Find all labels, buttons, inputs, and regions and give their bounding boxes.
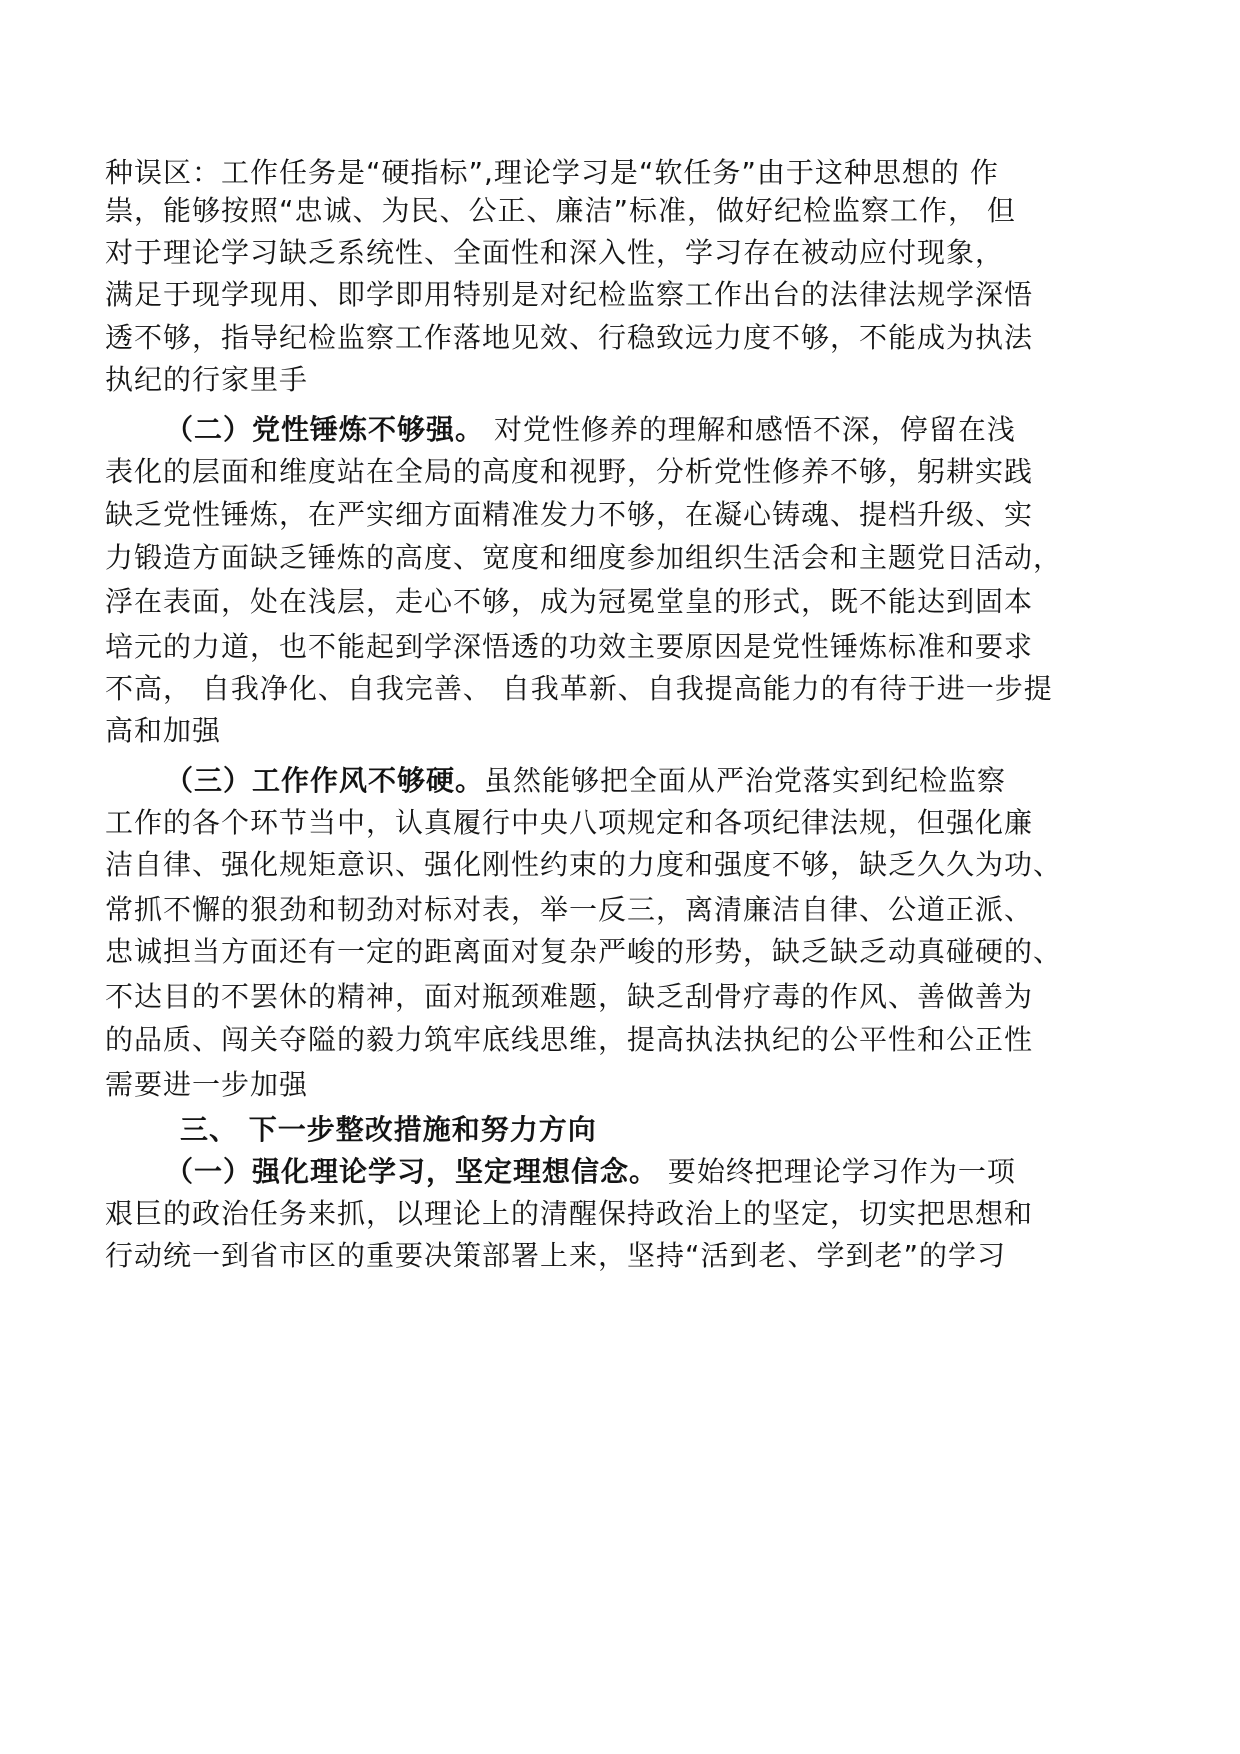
paragraph-line: 常抓不懈的狠劲和韧劲对标对表，举一反三，离清廉洁自律、公道正派、 — [105, 893, 1034, 926]
paragraph-line: 执纪的行家里手 — [105, 363, 309, 396]
subsection-1-heading: （一）强化理论学习，坚定理想信念。 — [165, 1155, 659, 1188]
paragraph-line: 对于理论学习缺乏系统性、全面性和深入性，学习存在被动应付现象， — [105, 236, 1005, 269]
paragraph-line: 种误区：工作任务是“硬指标”,理论学习是“软任务”由于这种思想的 作 — [105, 156, 999, 189]
section-2-first-line — [165, 408, 1016, 452]
paragraph-line: 工作的各个环节当中，认真履行中央八项规定和各项纪律法规，但强化廉 — [105, 806, 1034, 839]
section-3-heading: （三）工作作风不够硬。 — [165, 764, 485, 797]
subsection-1-first-line — [165, 1150, 1016, 1194]
paragraph-line: 满足于现学现用、即学即用特别是对纪检监察工作出台的法律法规学深悟 — [105, 278, 1034, 311]
paragraph-line: 艰巨的政治任务来抓，以理论上的清醒保持政治上的坚定，切实把思想和 — [105, 1197, 1034, 1230]
part-3-title: 三、 下一步整改措施和努力方向 — [180, 1113, 597, 1146]
section-2-text: 对党性修养的理解和感悟不深，停留在浅 — [484, 413, 1016, 446]
paragraph-line: 缺乏党性锤炼，在严实细方面精准发力不够，在凝心铸魂、提档升级、实 — [105, 498, 1034, 531]
paragraph-line: 培元的力道，也不能起到学深悟透的功效主要原因是党性锤炼标准和要求 — [105, 630, 1034, 663]
section-2-heading: （二）党性锤炼不够强。 — [165, 413, 485, 446]
section-3-text: 虽然能够把全面从严治党落实到纪检监察 — [484, 764, 1007, 797]
paragraph-line: 力锻造方面缺乏锤炼的高度、宽度和细度参加组织生活会和主题党日活动， — [105, 541, 1063, 574]
paragraph-line: 不高， 自我净化、自我完善、 自我革新、自我提高能力的有待于进一步提 — [105, 672, 1053, 705]
paragraph-line: 透不够，指导纪检监察工作落地见效、行稳致远力度不够，不能成为执法 — [105, 321, 1034, 354]
paragraph-line: 不达目的不罢休的精神，面对瓶颈难题，缺乏刮骨疗毒的作风、善做善为 — [105, 980, 1034, 1013]
subsection-1-text: 要始终把理论学习作为一项 — [658, 1155, 1016, 1188]
paragraph-line: 祟，能够按照“忠诚、为民、公正、廉洁”标准，做好纪检监察工作， 但 — [105, 194, 1016, 227]
paragraph-line: 浮在表面，处在浅层，走心不够，成为冠冕堂皇的形式，既不能达到固本 — [105, 585, 1034, 618]
paragraph-line: 表化的层面和维度站在全局的高度和视野，分析党性修养不够，躬耕实践 — [105, 455, 1034, 488]
paragraph-line: 高和加强 — [105, 714, 222, 747]
paragraph-line: 行动统一到省市区的重要决策部署上来，坚持“活到老、学到老”的学习 — [105, 1239, 1007, 1272]
paragraph-line: 需要进一步加强 — [105, 1068, 309, 1101]
section-3-first-line — [165, 759, 1006, 803]
paragraph-line: 洁自律、强化规矩意识、强化刚性约束的力度和强度不够，缺乏久久为功、 — [105, 848, 1063, 881]
paragraph-line: 忠诚担当方面还有一定的距离面对复杂严峻的形势，缺乏缺乏动真碰硬的、 — [105, 935, 1063, 968]
paragraph-line: 的品质、闯关夺隘的毅力筑牢底线思维，提高执法执纪的公平性和公正性 — [105, 1023, 1034, 1056]
